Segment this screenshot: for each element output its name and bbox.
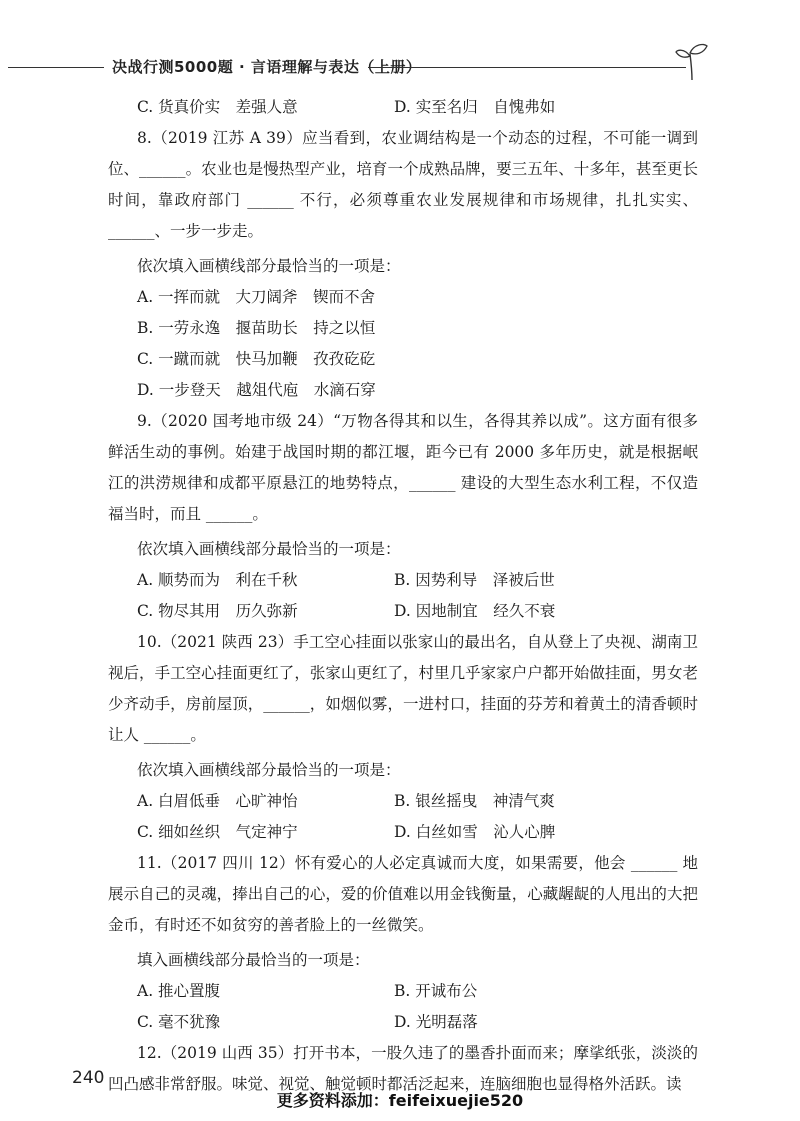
question-11-instruction: 填入画横线部分最恰当的一项是： (137, 951, 370, 969)
option-b: B. 因势利导 泽被后世 (394, 571, 555, 589)
page-content (108, 92, 698, 1100)
book-title: 决战行测5000题 · 言语理解与表达（上册） (112, 58, 422, 76)
header-rule-left (8, 67, 104, 68)
option-d: D. 因地制宜 经久不衰 (394, 602, 556, 620)
header-rule-right (368, 67, 686, 68)
question-9-text: 9.（2020 国考地市级 24）“万物各得其和以生，各得其养以成”。这方面有很多鲜活生动的事例。始建于战国时期的都江堰，距今已有 2000 多年历史，就是根据岷江的洪涝规律和成都平原悬江的地势特点，______ 建设的大型生态水利工程，不仅造福当时，而且 ______。 (108, 412, 698, 523)
option-b: B. 开诚布公 (394, 982, 478, 1000)
question-10-instruction: 依次填入画横线部分最恰当的一项是： (137, 761, 401, 779)
question-10-text: 10.（2021 陕西 23）手工空心挂面以张家山的最出名，自从登上了央视、湖南卫视后，手工空心挂面更红了，张家山更红了，村里几乎家家户户都开始做挂面，男女老少齐动手，房前屋顶，______，如烟似雾，一进村口，挂面的芬芳和着黄土的清香顿时让人 ______。 (108, 633, 698, 744)
option-a: A. 一挥而就 大刀阔斧 锲而不舍 (137, 288, 376, 306)
q11-options-row-2 (108, 1007, 698, 1038)
option-d: D. 光明磊落 (394, 1013, 478, 1031)
option-c: C. 细如丝织 气定神宁 (137, 823, 298, 841)
q11-options-row-1 (108, 976, 698, 1007)
sprout-icon (672, 40, 712, 82)
running-header (0, 52, 800, 82)
q9-options-row-2 (108, 596, 698, 627)
option-a: A. 白眉低垂 心旷神怡 (137, 792, 298, 810)
option-a: A. 推心置腹 (137, 982, 221, 1000)
option-c: C. 毫不犹豫 (137, 1013, 221, 1031)
q7-options-row (108, 92, 698, 123)
option-b: B. 一劳永逸 揠苗助长 持之以恒 (137, 319, 376, 337)
q10-options-row-1 (108, 786, 698, 817)
question-8-text: 8.（2019 江苏 A 39）应当看到，农业调结构是一个动态的过程，不可能一调到位、______。农业也是慢热型产业，培育一个成熟品牌，要三五年、十多年，甚至更长时间，靠政府部门 ______ 不行，必须尊重农业发展规律和市场规律，扎扎实实、______、一步一步走。 (108, 129, 698, 240)
option-c: C. 物尽其用 历久弥新 (137, 602, 298, 620)
option-c: C. 一蹴而就 快马加鞭 孜孜矻矻 (137, 350, 376, 368)
option-d: D. 一步登天 越俎代庖 水滴石穿 (137, 381, 376, 399)
question-8-instruction: 依次填入画横线部分最恰当的一项是： (137, 257, 401, 275)
option-a: A. 顺势而为 利在千秋 (137, 571, 298, 589)
question-9-instruction: 依次填入画横线部分最恰当的一项是： (137, 540, 401, 558)
q9-options-row-1 (108, 565, 698, 596)
footer-note: 更多资料添加：feifeixuejie520 (276, 1091, 524, 1110)
question-12-text: 12.（2019 山西 35）打开书本，一股久违了的墨香扑面而来；摩挲纸张，淡淡的凹凸感非常舒服。味觉、视觉、触觉顿时都活泛起来，连脑细胞也显得格外活跃。读 (108, 1044, 698, 1093)
q10-options-row-2 (108, 817, 698, 848)
page-number: 240 (72, 1068, 105, 1088)
option-b: B. 银丝摇曳 神清气爽 (394, 792, 555, 810)
option-d: D. 白丝如雪 沁人心脾 (394, 823, 556, 841)
option-d: D. 实至名归 自愧弗如 (394, 98, 556, 116)
question-11-text: 11.（2017 四川 12）怀有爱心的人必定真诚而大度，如果需要，他会 ______ 地展示自己的灵魂，捧出自己的心，爱的价值难以用金钱衡量，心藏龌龊的人甩出的大把金币，有时还不如贫穷的善者脸上的一丝微笑。 (108, 854, 698, 934)
option-c: C. 货真价实 差强人意 (137, 98, 298, 116)
